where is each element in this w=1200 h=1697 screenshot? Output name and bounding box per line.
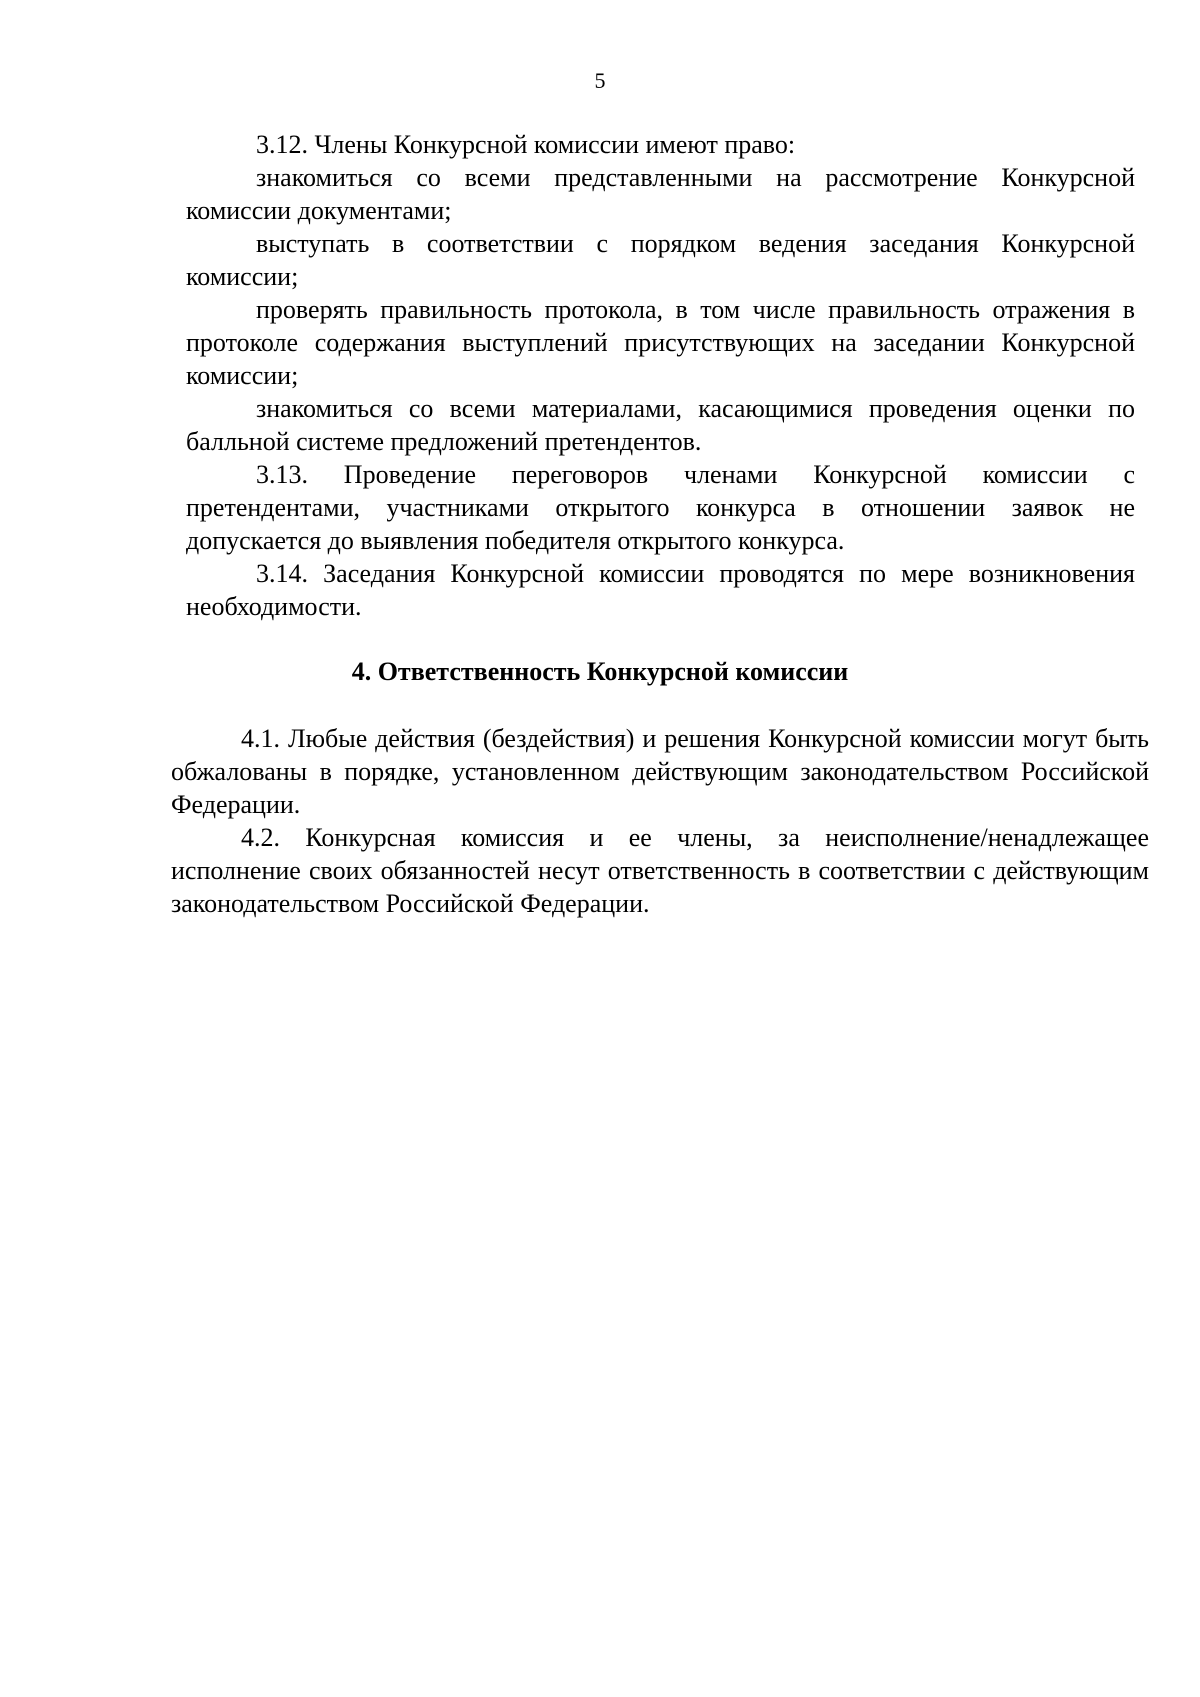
- paragraph-4-2: 4.2. Конкурсная комиссия и ее члены, за неисполнение/ненадлежащее исполнение своих обязанностей несут ответственность в соответствии с действующим законодательством Российской Федерации.: [171, 823, 1149, 918]
- paragraph-4-1: 4.1. Любые действия (бездействия) и решения Конкурсной комиссии могут быть обжалованы в порядке, установленном действующим законодательством Российской Федерации.: [171, 724, 1149, 819]
- section-4-body: [171, 722, 1149, 920]
- section-3-body: [186, 128, 1135, 623]
- paragraph-right-speak: выступать в соответствии с порядком ведения заседания Конкурсной комиссии;: [186, 229, 1135, 291]
- paragraph-right-materials: знакомиться со всеми материалами, касающимися проведения оценки по балльной системе предложений претендентов.: [186, 394, 1135, 456]
- paragraph-right-protocol: проверять правильность протокола, в том числе правильность отражения в протоколе содержания выступлений присутствующих на заседании Конкурсной комиссии;: [186, 295, 1135, 390]
- page-number: 5: [594, 68, 606, 93]
- paragraph-3-14: 3.14. Заседания Конкурсной комиссии проводятся по мере возникновения необходимости.: [186, 559, 1135, 621]
- paragraph-3-13: 3.13. Проведение переговоров членами Конкурсной комиссии с претендентами, участниками открытого конкурса в отношении заявок не допускается до выявления победителя открытого конкурса.: [186, 460, 1135, 555]
- paragraph-3-12: 3.12. Члены Конкурсной комиссии имеют право:: [256, 130, 796, 159]
- paragraph-right-documents: знакомиться со всеми представленными на рассмотрение Конкурсной комиссии документами;: [186, 163, 1135, 225]
- section-4-heading: 4. Ответственность Конкурсной комиссии: [351, 657, 849, 686]
